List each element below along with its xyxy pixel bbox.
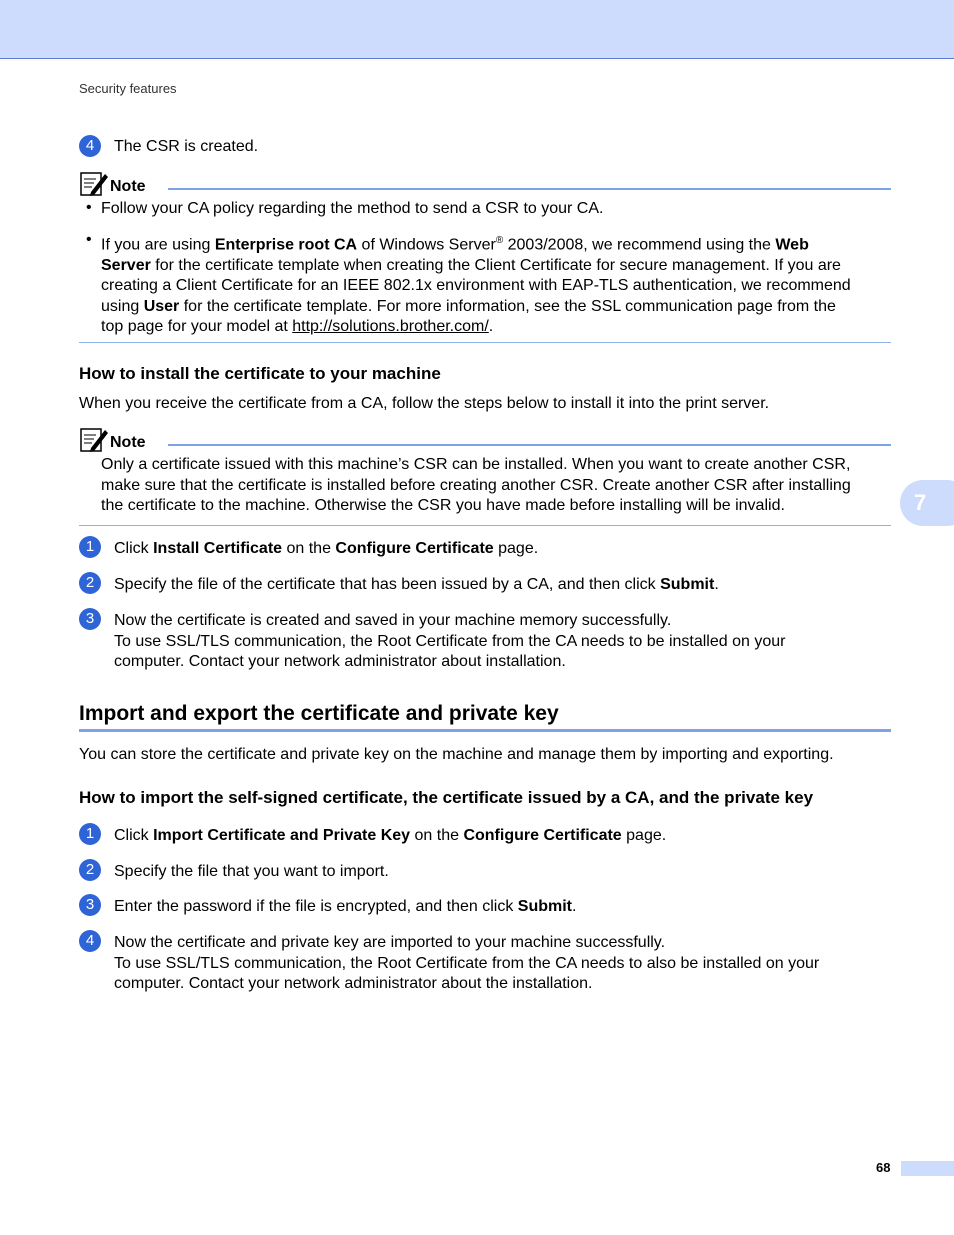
section-intro: You can store the certificate and private key on the machine and manage them by importing and exporting.: [79, 746, 834, 763]
note-rule: [168, 444, 891, 446]
step-number-badge: 4: [79, 930, 101, 952]
bullet-dot: •: [86, 231, 92, 248]
note-header: [79, 174, 891, 200]
page-number: 68: [876, 1160, 891, 1175]
subsection-heading: How to import the self-signed certificate, the certificate issued by a CA, and the private key: [79, 788, 814, 807]
note-label: Note: [110, 178, 146, 195]
step-number-badge: 3: [79, 894, 101, 916]
section-title: Import and export the certificate and private key: [79, 702, 559, 725]
section-title-rule: [79, 729, 891, 732]
step-number-badge: 2: [79, 859, 101, 881]
running-header: Security features: [79, 81, 177, 96]
bullet-dot: •: [86, 199, 92, 216]
chapter-tab: 7: [900, 480, 954, 526]
header-band: [0, 0, 954, 59]
step-text: The CSR is created.: [114, 138, 259, 155]
note-pencil-icon: [79, 170, 109, 198]
section-heading: How to install the certificate to your machine: [79, 364, 441, 383]
step-number-badge: 1: [79, 536, 101, 558]
note-pencil-icon: [79, 426, 109, 454]
step-text: Now the certificate and private key are imported to your machine successfully. To use SSL/TLS communication, the Root Certificate from the CA needs to also be installed on your computer. Contact your network administrator about the installation.: [114, 934, 820, 992]
step-text: Click Import Certificate and Private Key on the Configure Certificate page.: [114, 827, 667, 844]
step-number-badge: 4: [79, 135, 101, 157]
step-text: Click Install Certificate on the Configure Certificate page.: [114, 540, 539, 557]
step-text: Now the certificate is created and saved in your machine memory successfully. To use SSL/TLS communication, the Root Certificate from the CA needs to be installed on your computer. Contact your network administrator about installation.: [114, 612, 786, 670]
note-end-rule: [79, 342, 891, 343]
step-text: Specify the file that you want to import.: [114, 863, 389, 880]
solutions-link[interactable]: http://solutions.brother.com/: [292, 318, 489, 336]
note-header: [79, 430, 891, 456]
section-intro: When you receive the certificate from a CA, follow the steps below to install it into the print server.: [79, 395, 770, 412]
step-number-badge: 2: [79, 572, 101, 594]
note-end-rule: [79, 525, 891, 526]
note-paragraph: Only a certificate issued with this machine’s CSR can be installed. When you want to create another CSR, make sure that the certificate is installed before creating another CSR. Create another CSR after installing the certificate to the machine. Otherwise the CSR you have made before installing will be invalid.: [101, 456, 851, 514]
step-number-badge: 1: [79, 823, 101, 845]
note-label: Note: [110, 434, 146, 451]
step-text: Specify the file of the certificate that has been issued by a CA, and then click Submit.: [114, 576, 719, 593]
step-text: Enter the password if the file is encrypted, and then click Submit.: [114, 898, 577, 915]
step-number-badge: 3: [79, 608, 101, 630]
note-rule: [168, 188, 891, 190]
note-bullet-text: Follow your CA policy regarding the method to send a CSR to your CA.: [101, 200, 604, 217]
note-bullet-paragraph: If you are using Enterprise root CA of Windows Server® 2003/2008, we recommend using the Web Server for the certificate template when creating the Client Certificate for secure management. If you are creating a Client Certificate for an IEEE 802.1x environment with EAP-TLS authentication, we recommend using User for the certificate template. For more information, see the SSL communication page from the top page for your model at http://solutions.brother.com/.: [101, 235, 851, 336]
footer-bar: [901, 1161, 954, 1176]
